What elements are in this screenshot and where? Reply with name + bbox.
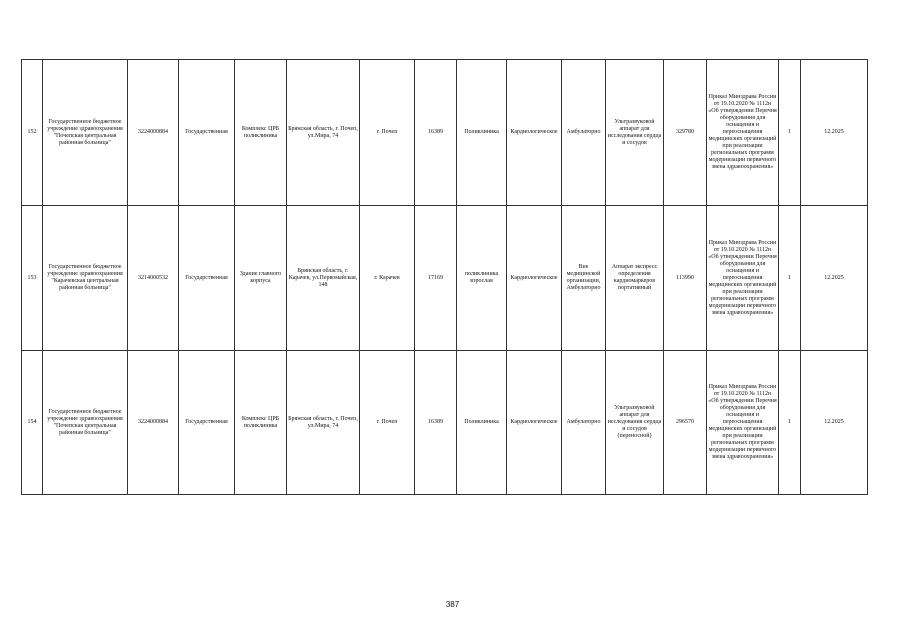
settlement: г. Почеп	[360, 351, 415, 495]
table-row	[22, 206, 868, 351]
medical-profile: Кардиологическое	[507, 351, 562, 495]
organization-inn: 3224000884	[128, 60, 179, 206]
table-row	[22, 351, 868, 495]
equipment-name: Ультразвуковой аппарат для исследования сердца и сосудов (переносной)	[606, 351, 664, 495]
medical-profile: Кардиологическое	[507, 60, 562, 206]
equipment-name: Ультразвуковой аппарат для исследования сердца и сосудов	[606, 60, 664, 206]
organization-name: Государственное бюджетное учреждение здравоохранения "Почепская центральная районная больница"	[43, 351, 128, 495]
row-number: 154	[22, 351, 43, 495]
care-conditions: Амбулаторно	[562, 60, 606, 206]
population: 17169	[415, 206, 457, 351]
table-row	[22, 60, 868, 206]
building-address: Брянская область, г. Почеп, ул.Мира, 74	[287, 351, 360, 495]
building-name: Комплекс ЦРБ поликлиника	[235, 60, 287, 206]
equipment-register-table	[21, 59, 868, 495]
quantity: 1	[779, 60, 801, 206]
equipment-name: Аппарат экспресс определения кардиомаркеров портативный	[606, 206, 664, 351]
row-number: 152	[22, 60, 43, 206]
delivery-date: 12.2025	[801, 351, 868, 495]
settlement: г. Карачев	[360, 206, 415, 351]
organization-name: Государственное бюджетное учреждение здравоохранения "Карачевская центральная районная больница"	[43, 206, 128, 351]
organization-inn: 3214000532	[128, 206, 179, 351]
equipment-price: 329780	[664, 60, 707, 206]
legal-basis: Приказ Минздрава России от 19.10.2020 № 1112н «Об утверждении Перечня оборудования для оснащения и переоснащения медицинских организаций при реализации региональных программ модернизации первичного звена здравоохранения»	[707, 206, 779, 351]
department: поликлиника взрослая	[457, 206, 507, 351]
building-address: Брянская область, г. Карачев, ул.Первомайская, 148	[287, 206, 360, 351]
population: 16389	[415, 60, 457, 206]
settlement: г. Почеп	[360, 60, 415, 206]
care-conditions: Амбулаторно	[562, 351, 606, 495]
equipment-price: 113990	[664, 206, 707, 351]
quantity: 1	[779, 206, 801, 351]
legal-basis: Приказ Минздрава России от 19.10.2020 № 1112н «Об утверждении Перечня оборудования для оснащения и переоснащения медицинских организаций при реализации региональных программ модернизации первичного звена здравоохранения»	[707, 60, 779, 206]
organization-name: Государственное бюджетное учреждение здравоохранения "Почепская центральная районная больница"	[43, 60, 128, 206]
department: Поликлиника	[457, 351, 507, 495]
legal-basis: Приказ Минздрава России от 19.10.2020 № 1112н «Об утверждении Перечня оборудования для оснащения и переоснащения медицинских организаций при реализации региональных программ модернизации первичного звена здравоохранения»	[707, 351, 779, 495]
row-number: 153	[22, 206, 43, 351]
building-name: Комплекс ЦРБ поликлиника	[235, 351, 287, 495]
quantity: 1	[779, 351, 801, 495]
medical-profile: Кардиологическое	[507, 206, 562, 351]
page-number: 387	[445, 600, 460, 609]
care-conditions: Вне медицинской организации, Амбулаторно	[562, 206, 606, 351]
equipment-price: 296570	[664, 351, 707, 495]
ownership-form: Государственная	[179, 351, 235, 495]
department: Поликлиника	[457, 60, 507, 206]
population: 16389	[415, 351, 457, 495]
delivery-date: 12.2025	[801, 206, 868, 351]
ownership-form: Государственная	[179, 60, 235, 206]
organization-inn: 3224000884	[128, 351, 179, 495]
ownership-form: Государственная	[179, 206, 235, 351]
building-name: Здание главного корпуса	[235, 206, 287, 351]
building-address: Брянская область, г. Почеп, ул.Мира, 74	[287, 60, 360, 206]
delivery-date: 12.2025	[801, 60, 868, 206]
